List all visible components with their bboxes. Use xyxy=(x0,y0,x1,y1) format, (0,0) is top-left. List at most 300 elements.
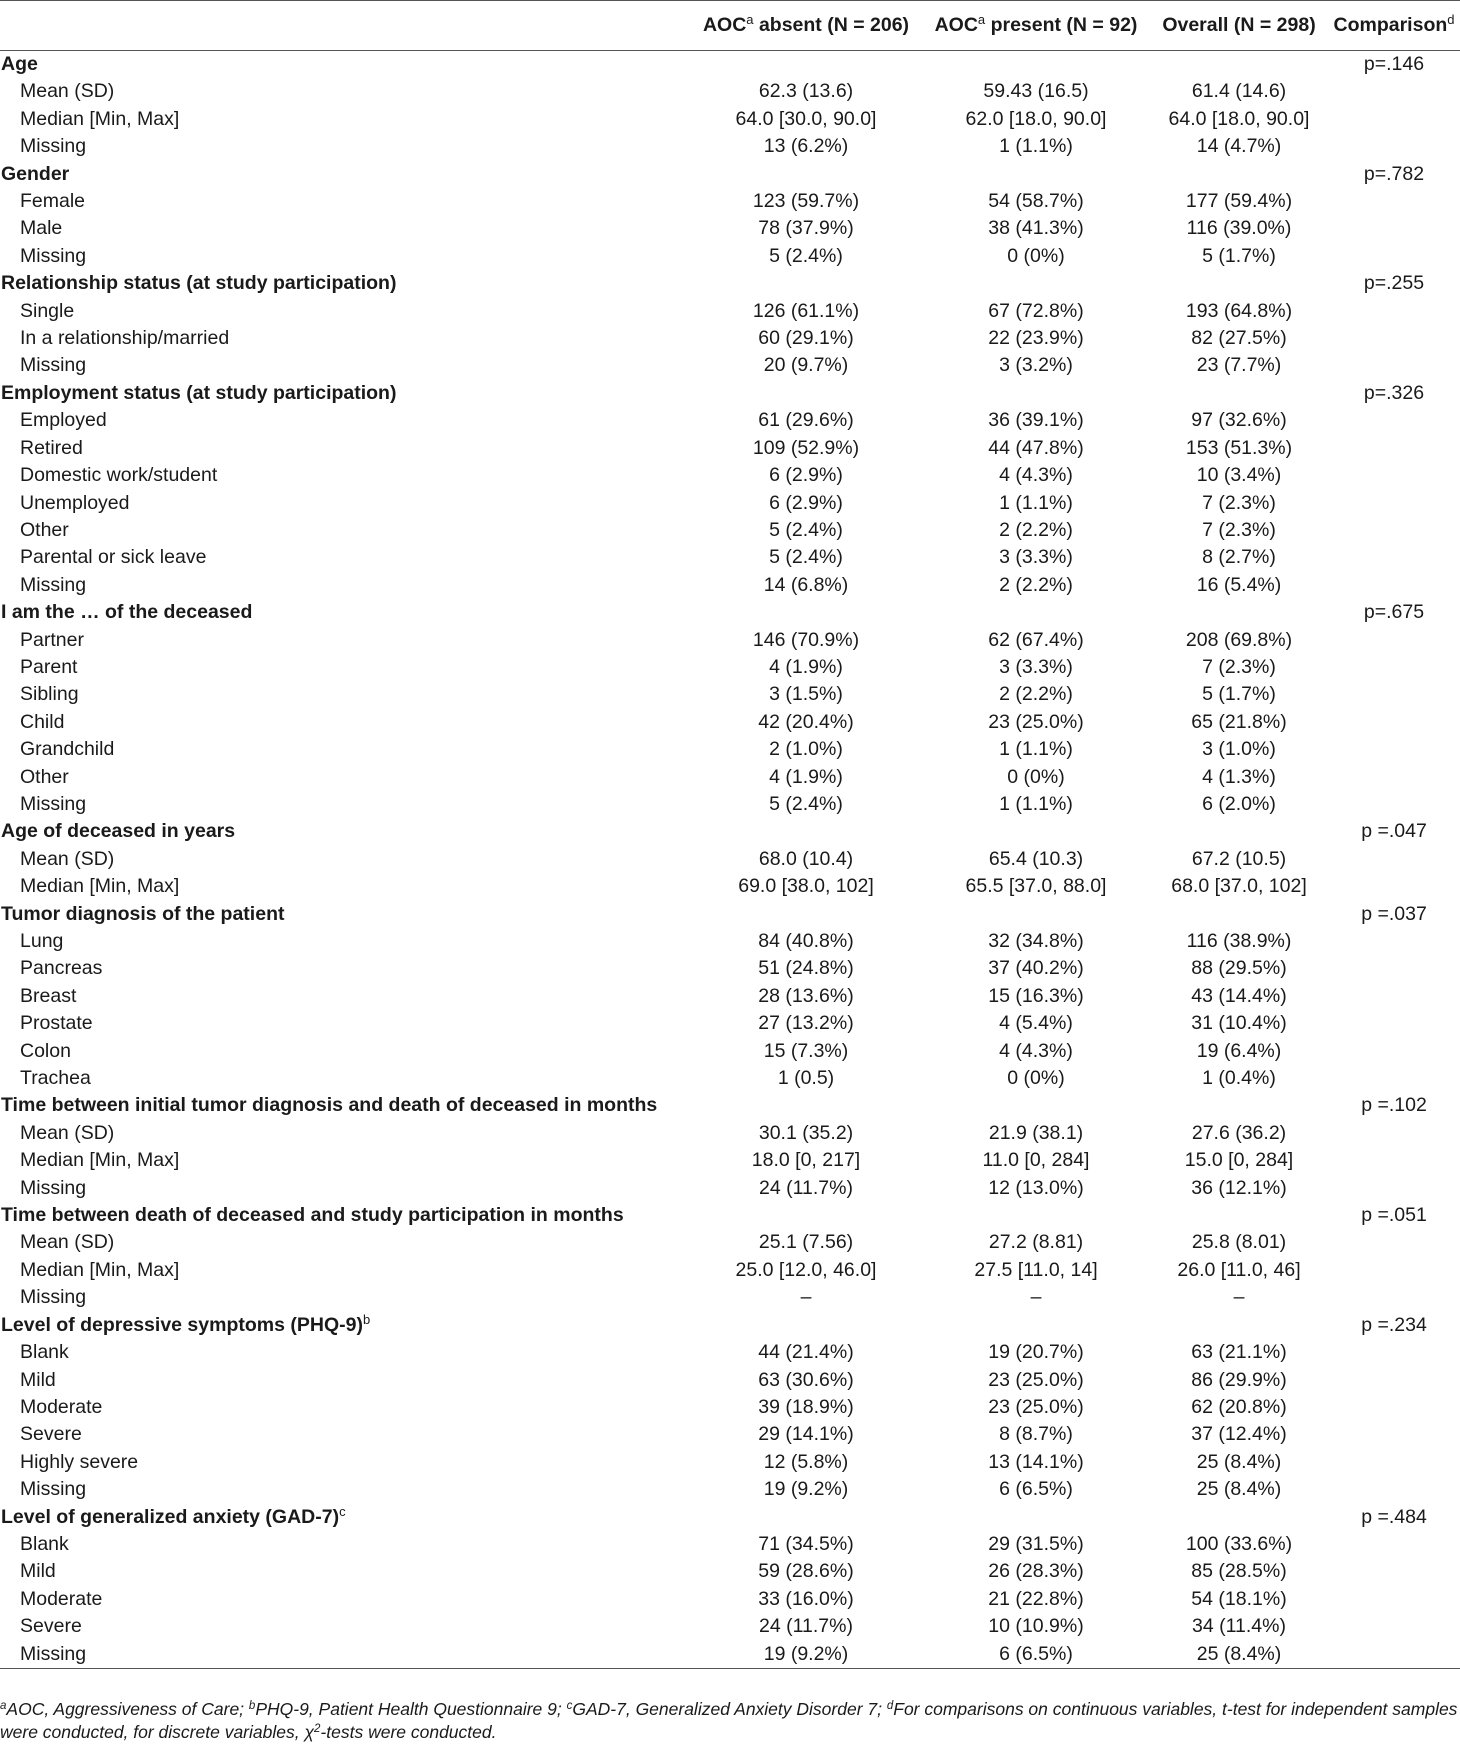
section-title: Gender xyxy=(1,162,70,185)
table-row xyxy=(0,846,1460,873)
comparison-cell xyxy=(1328,1586,1460,1613)
value-overall: 100 (33.6%) xyxy=(1185,1532,1293,1555)
section-title: Level of depressive symptoms (PHQ-9) xyxy=(1,1313,363,1336)
p-value: p=.675 xyxy=(1363,601,1425,624)
comparison-cell xyxy=(1328,572,1460,599)
section-header-row xyxy=(0,1202,1460,1229)
value-aoc-absent: 1 (0.5) xyxy=(777,1067,835,1090)
value-aoc-absent: 62.3 (13.6) xyxy=(758,80,854,103)
value-aoc-absent: 61 (29.6%) xyxy=(758,409,854,432)
value-overall: 8 (2.7%) xyxy=(1202,546,1276,569)
value-aoc-absent: 27 (13.2%) xyxy=(758,1012,854,1035)
section-title-cell xyxy=(0,901,1328,928)
section-header-row xyxy=(0,818,1460,845)
row-label: Domestic work/student xyxy=(20,464,218,487)
table-row xyxy=(0,352,1460,379)
value-overall: 23 (7.7%) xyxy=(1196,354,1282,377)
table-row xyxy=(0,791,1460,818)
value-aoc-absent: 3 (1.5%) xyxy=(769,683,843,706)
value-aoc-present: 54 (58.7%) xyxy=(988,190,1084,213)
value-aoc-present: 3 (3.3%) xyxy=(999,655,1073,678)
value-aoc-present: 23 (25.0%) xyxy=(988,1395,1084,1418)
value-aoc-absent: 69.0 [38.0, 102] xyxy=(738,875,874,898)
section-title: Level of generalized anxiety (GAD-7) xyxy=(1,1505,340,1528)
table-row xyxy=(0,1120,1460,1147)
comparison-cell xyxy=(1328,1120,1460,1147)
row-label: Missing xyxy=(20,573,87,596)
row-label: Missing xyxy=(20,1286,87,1309)
section-title-cell xyxy=(0,818,1328,845)
comparison-cell xyxy=(1328,517,1460,544)
table-body xyxy=(0,51,1460,1669)
value-aoc-present: 13 (14.1%) xyxy=(988,1450,1084,1473)
value-overall: 82 (27.5%) xyxy=(1191,327,1287,350)
section-header-row xyxy=(0,270,1460,297)
section-header-row xyxy=(0,1092,1460,1119)
row-label: Missing xyxy=(20,1176,87,1199)
value-overall: 43 (14.4%) xyxy=(1191,984,1287,1007)
value-aoc-absent: 84 (40.8%) xyxy=(758,930,854,952)
comparison-cell xyxy=(1328,873,1460,900)
table-row xyxy=(0,1558,1460,1585)
value-aoc-absent: 63 (30.6%) xyxy=(758,1368,854,1391)
footnote-text: PHQ-9, Patient Health Questionnaire 9; xyxy=(255,1699,567,1719)
footnote-mark: c xyxy=(566,1700,573,1712)
column-header-footnote-mark: d xyxy=(1447,11,1455,27)
value-aoc-absent: 18.0 [0, 217] xyxy=(751,1149,861,1172)
value-overall: 7 (2.3%) xyxy=(1202,655,1276,678)
table-row xyxy=(0,627,1460,654)
table-row xyxy=(0,764,1460,791)
table-row xyxy=(0,1229,1460,1256)
section-title-cell xyxy=(0,1312,1328,1339)
value-aoc-present: 32 (34.8%) xyxy=(988,930,1084,952)
value-aoc-present: 12 (13.0%) xyxy=(988,1176,1084,1199)
comparison-cell xyxy=(1328,1284,1460,1311)
comparison-cell xyxy=(1328,1531,1460,1558)
comparison-cell xyxy=(1328,654,1460,681)
section-title-cell xyxy=(0,1092,1328,1119)
section-title: Tumor diagnosis of the patient xyxy=(1,902,285,925)
value-overall: 7 (2.3%) xyxy=(1202,518,1276,541)
value-aoc-absent: 78 (37.9%) xyxy=(758,217,854,240)
comparison-cell xyxy=(1328,1558,1460,1585)
comparison-cell xyxy=(1328,490,1460,517)
p-value: p =.102 xyxy=(1361,1094,1427,1117)
table-row xyxy=(0,1641,1460,1669)
value-aoc-absent: 42 (20.4%) xyxy=(758,710,854,733)
comparison-cell xyxy=(1328,78,1460,105)
section-header-row xyxy=(0,51,1460,79)
comparison-cell xyxy=(1328,544,1460,571)
comparison-cell xyxy=(1328,764,1460,791)
table-row xyxy=(0,1421,1460,1448)
section-title-cell xyxy=(0,599,1328,626)
comparison-cell xyxy=(1328,1147,1460,1174)
value-aoc-absent: 30.1 (35.2) xyxy=(758,1121,854,1144)
column-header-footnote-mark: a xyxy=(746,11,754,27)
comparison-cell xyxy=(1328,243,1460,270)
value-aoc-absent: 12 (5.8%) xyxy=(763,1450,849,1473)
table-row xyxy=(0,544,1460,571)
value-aoc-absent: 71 (34.5%) xyxy=(758,1532,854,1555)
comparison-cell xyxy=(1328,983,1460,1010)
p-value: p =.484 xyxy=(1361,1505,1427,1528)
table-row xyxy=(0,106,1460,133)
value-aoc-absent: 2 (1.0%) xyxy=(769,738,843,761)
table-row xyxy=(0,1449,1460,1476)
value-overall: 5 (1.7%) xyxy=(1202,244,1276,267)
value-aoc-present: 4 (4.3%) xyxy=(999,464,1073,487)
p-value: p =.234 xyxy=(1361,1313,1427,1336)
value-aoc-present: 19 (20.7%) xyxy=(988,1341,1084,1364)
value-aoc-present: 36 (39.1%) xyxy=(988,409,1084,432)
row-label: Employed xyxy=(20,409,107,432)
value-aoc-present: 2 (2.2%) xyxy=(999,573,1073,596)
comparison-cell xyxy=(1328,736,1460,763)
column-header-0 xyxy=(0,1,690,51)
value-overall: 36 (12.1%) xyxy=(1191,1176,1287,1199)
comparison-cell xyxy=(1328,1613,1460,1640)
comparison-cell xyxy=(1328,1394,1460,1421)
value-aoc-absent: – xyxy=(800,1286,812,1309)
value-overall: 116 (38.9%) xyxy=(1186,930,1292,952)
value-overall: 19 (6.4%) xyxy=(1196,1039,1282,1062)
footnote-mark: d xyxy=(886,1700,894,1712)
table-row xyxy=(0,1531,1460,1558)
value-overall: 177 (59.4%) xyxy=(1185,190,1293,213)
comparison-cell xyxy=(1328,106,1460,133)
value-aoc-present: 2 (2.2%) xyxy=(999,518,1073,541)
row-label: In a relationship/married xyxy=(20,327,230,350)
value-aoc-present: – xyxy=(1030,1286,1042,1309)
row-label: Missing xyxy=(20,244,87,267)
column-header-suffix: absent (N = 206) xyxy=(753,13,910,36)
table-row xyxy=(0,654,1460,681)
value-aoc-present: 1 (1.1%) xyxy=(999,491,1073,514)
value-overall: 34 (11.4%) xyxy=(1192,1615,1286,1638)
comparison-cell xyxy=(1328,846,1460,873)
value-overall: 85 (28.5%) xyxy=(1191,1560,1287,1583)
row-label: Mean (SD) xyxy=(20,847,115,870)
value-aoc-absent: 44 (21.4%) xyxy=(758,1341,854,1364)
value-aoc-present: 1 (1.1%) xyxy=(999,738,1073,761)
value-overall: 5 (1.7%) xyxy=(1202,683,1276,706)
section-title-cell xyxy=(0,270,1328,297)
value-aoc-absent: 25.0 [12.0, 46.0] xyxy=(735,1258,877,1281)
value-aoc-present: 27.2 (8.81) xyxy=(988,1231,1084,1254)
comparison-cell xyxy=(1328,133,1460,160)
value-aoc-present: 11.0 [0, 284] xyxy=(982,1149,1090,1172)
value-overall: 10 (3.4%) xyxy=(1196,464,1282,487)
footnote-mark: a xyxy=(0,1700,7,1712)
section-title: Time between initial tumor diagnosis and death of deceased in months xyxy=(1,1094,658,1117)
value-aoc-absent: 60 (29.1%) xyxy=(758,327,854,350)
table-row xyxy=(0,873,1460,900)
row-label: Pancreas xyxy=(20,957,103,980)
row-label: Male xyxy=(20,217,63,240)
table-row xyxy=(0,1257,1460,1284)
row-label: Moderate xyxy=(20,1587,103,1610)
row-label: Retired xyxy=(20,436,83,459)
value-overall: 14 (4.7%) xyxy=(1196,135,1282,158)
row-label: Lung xyxy=(20,930,64,952)
section-header-row xyxy=(0,1504,1460,1531)
value-overall: 1 (0.4%) xyxy=(1202,1067,1276,1090)
value-aoc-present: 15 (16.3%) xyxy=(988,984,1084,1007)
section-header-row xyxy=(0,161,1460,188)
value-aoc-present: 23 (25.0%) xyxy=(988,1368,1084,1391)
p-value: p =.047 xyxy=(1361,820,1427,843)
table-row xyxy=(0,435,1460,462)
comparison-cell xyxy=(1328,1641,1460,1669)
row-label: Blank xyxy=(20,1532,69,1555)
row-label: Missing xyxy=(20,354,87,377)
comparison-cell xyxy=(1328,681,1460,708)
row-label: Grandchild xyxy=(20,738,115,761)
comparison-cell xyxy=(1328,709,1460,736)
row-label: Missing xyxy=(20,792,87,815)
value-aoc-absent: 20 (9.7%) xyxy=(763,354,849,377)
comparison-cell xyxy=(1328,1257,1460,1284)
row-label: Other xyxy=(20,765,69,788)
column-header-label: AOC xyxy=(934,13,978,36)
section-header-row xyxy=(0,380,1460,407)
value-aoc-present: 37 (40.2%) xyxy=(988,957,1084,980)
value-aoc-present: 27.5 [11.0, 14] xyxy=(974,1258,1098,1281)
value-aoc-absent: 59 (28.6%) xyxy=(758,1560,854,1583)
value-aoc-present: 38 (41.3%) xyxy=(988,217,1084,240)
value-aoc-absent: 39 (18.9%) xyxy=(758,1395,854,1418)
row-label: Missing xyxy=(0,1641,690,1669)
value-aoc-present: 21 (22.8%) xyxy=(988,1587,1084,1610)
value-overall: 4 (1.3%) xyxy=(1202,765,1276,788)
value-aoc-present: 8 (8.7%) xyxy=(999,1423,1073,1446)
section-title-cell xyxy=(0,161,1328,188)
comparison-cell xyxy=(1328,352,1460,379)
value-overall: 31 (10.4%) xyxy=(1191,1012,1287,1035)
value-overall: 62 (20.8%) xyxy=(1191,1395,1287,1418)
row-label: Missing xyxy=(20,1478,87,1501)
value-aoc-absent: 24 (11.7%) xyxy=(759,1176,853,1199)
row-label: Median [Min, Max] xyxy=(20,875,180,898)
table-row xyxy=(0,407,1460,434)
row-label: Female xyxy=(20,190,86,213)
row-label: Sibling xyxy=(20,683,79,706)
value-overall: – xyxy=(1233,1286,1245,1309)
value-aoc-absent: 5 (2.4%) xyxy=(769,244,843,267)
p-value: p=.146 xyxy=(1363,53,1425,75)
row-label: Unemployed xyxy=(20,491,130,514)
table-row xyxy=(0,983,1460,1010)
row-label: Severe xyxy=(20,1615,82,1638)
value-overall: 193 (64.8%) xyxy=(1185,299,1293,322)
table-row xyxy=(0,928,1460,955)
row-label: Mild xyxy=(20,1560,56,1583)
table-row xyxy=(0,517,1460,544)
section-title: Relationship status (at study participation) xyxy=(1,272,397,295)
value-aoc-absent: 4 (1.9%) xyxy=(769,765,843,788)
row-label: Parent xyxy=(20,655,78,678)
value-aoc-present: 1 (1.1%) xyxy=(999,135,1073,158)
column-header-label: Comparison xyxy=(1333,13,1448,36)
column-header-footnote-mark: a xyxy=(977,11,986,27)
table-row xyxy=(0,681,1460,708)
value-overall: 97 (32.6%) xyxy=(1191,409,1287,432)
value-aoc-absent: 13 (6.2%) xyxy=(763,135,849,158)
value-overall: 3 (1.0%) xyxy=(1202,738,1276,761)
table-row xyxy=(0,1339,1460,1366)
value-aoc-absent: 29 (14.1%) xyxy=(758,1423,854,1446)
row-label: Mean (SD) xyxy=(20,1121,115,1144)
section-header-row xyxy=(0,901,1460,928)
value-aoc-present: 62 (67.4%) xyxy=(988,628,1084,651)
value-overall: 25 (8.4%) xyxy=(1196,1478,1282,1501)
footnote-mark: b xyxy=(248,1700,256,1712)
section-title-cell xyxy=(0,51,1328,79)
table-row xyxy=(0,1038,1460,1065)
footnote-mark: 2 xyxy=(314,1723,321,1735)
value-aoc-absent: 68.0 (10.4) xyxy=(758,847,854,870)
value-overall: 153 (51.3%) xyxy=(1185,436,1293,459)
comparison-cell xyxy=(1328,791,1460,818)
value-aoc-absent: 126 (61.1%) xyxy=(752,299,860,322)
column-header-4 xyxy=(1328,1,1460,51)
column-header-label: Overall (N = 298) xyxy=(1162,13,1316,36)
column-header-2 xyxy=(922,1,1150,51)
value-overall: 208 (69.8%) xyxy=(1185,628,1293,651)
value-aoc-absent: 19 (9.2%) xyxy=(690,1641,922,1669)
value-aoc-absent: 6 (2.9%) xyxy=(769,491,843,514)
value-aoc-absent: 5 (2.4%) xyxy=(769,546,843,569)
comparison-cell xyxy=(1328,462,1460,489)
row-label: Single xyxy=(20,299,75,322)
value-overall: 25.8 (8.01) xyxy=(1191,1231,1287,1254)
section-header-row xyxy=(0,1312,1460,1339)
comparison-cell xyxy=(1328,407,1460,434)
value-overall: 61.4 (14.6) xyxy=(1191,80,1287,103)
row-label: Other xyxy=(20,518,69,541)
value-aoc-absent: 24 (11.7%) xyxy=(759,1615,853,1638)
value-overall: 67.2 (10.5) xyxy=(1191,847,1287,870)
value-aoc-absent: 15 (7.3%) xyxy=(763,1039,849,1062)
comparison-cell xyxy=(1328,1038,1460,1065)
value-aoc-absent: 146 (70.9%) xyxy=(752,628,860,651)
section-title-cell xyxy=(0,380,1328,407)
table-row xyxy=(0,490,1460,517)
comparison-cell xyxy=(1328,1421,1460,1448)
value-aoc-present: 21.9 (38.1) xyxy=(988,1121,1084,1144)
column-header-1 xyxy=(690,1,922,51)
value-overall: 26.0 [11.0, 46] xyxy=(1177,1258,1301,1281)
row-label: Missing xyxy=(20,135,87,158)
value-overall: 27.6 (36.2) xyxy=(1191,1121,1287,1144)
column-header-suffix: present (N = 92) xyxy=(985,13,1138,36)
value-aoc-present: 2 (2.2%) xyxy=(999,683,1073,706)
value-overall: 86 (29.9%) xyxy=(1191,1368,1287,1391)
table-row xyxy=(0,736,1460,763)
table-row xyxy=(0,1065,1460,1092)
value-aoc-present: 6 (6.5%) xyxy=(922,1641,1150,1669)
value-overall: 68.0 [37.0, 102] xyxy=(1171,875,1307,898)
table-row xyxy=(0,133,1460,160)
value-aoc-present: 4 (4.3%) xyxy=(999,1039,1073,1062)
value-overall: 64.0 [18.0, 90.0] xyxy=(1168,107,1310,130)
section-footnote-mark: b xyxy=(362,1311,371,1327)
value-aoc-absent: 28 (13.6%) xyxy=(758,984,854,1007)
value-aoc-absent: 4 (1.9%) xyxy=(769,655,843,678)
footnote-text: AOC, Aggressiveness of Care; xyxy=(6,1699,249,1719)
row-label: Colon xyxy=(20,1039,71,1062)
table-row xyxy=(0,1175,1460,1202)
value-aoc-absent: 64.0 [30.0, 90.0] xyxy=(735,107,877,130)
table-row xyxy=(0,955,1460,982)
section-title: Time between death of deceased and study participation in months xyxy=(1,1204,624,1227)
value-aoc-absent: 14 (6.8%) xyxy=(763,573,849,596)
table-row xyxy=(0,1586,1460,1613)
row-label: Blank xyxy=(20,1341,69,1364)
row-label: Parental or sick leave xyxy=(20,546,207,569)
table-row xyxy=(0,188,1460,215)
value-aoc-absent: 5 (2.4%) xyxy=(769,792,843,815)
footnote-text: GAD-7, Generalized Anxiety Disorder 7; xyxy=(572,1699,887,1719)
value-aoc-absent: 109 (52.9%) xyxy=(752,436,860,459)
row-label: Median [Min, Max] xyxy=(20,107,180,130)
value-overall: 54 (18.1%) xyxy=(1191,1587,1287,1610)
table-row xyxy=(0,243,1460,270)
table-row xyxy=(0,1613,1460,1640)
row-label: Breast xyxy=(20,984,77,1007)
table-header xyxy=(0,1,1460,51)
value-overall: 25 (8.4%) xyxy=(1150,1641,1328,1669)
value-aoc-absent: 6 (2.9%) xyxy=(769,464,843,487)
table-row xyxy=(0,78,1460,105)
section-title-cell xyxy=(0,1504,1328,1531)
comparison-cell xyxy=(1328,435,1460,462)
comparison-cell xyxy=(1328,1339,1460,1366)
row-label: Median [Min, Max] xyxy=(20,1149,180,1172)
value-overall: 7 (2.3%) xyxy=(1202,491,1276,514)
value-aoc-present: 1 (1.1%) xyxy=(999,792,1073,815)
value-aoc-present: 10 (10.9%) xyxy=(988,1615,1084,1638)
table-row xyxy=(0,325,1460,352)
row-label: Median [Min, Max] xyxy=(20,1258,180,1281)
row-label: Mean (SD) xyxy=(20,80,115,103)
header-row xyxy=(0,1,1460,51)
comparison-cell xyxy=(1328,1476,1460,1503)
value-aoc-present: 6 (6.5%) xyxy=(999,1478,1073,1501)
footnote-text: -tests were conducted. xyxy=(320,1722,497,1742)
section-title: Age of deceased in years xyxy=(1,820,236,843)
value-aoc-present: 59.43 (16.5) xyxy=(983,80,1089,103)
value-aoc-absent: 51 (24.8%) xyxy=(758,957,854,980)
value-overall: 6 (2.0%) xyxy=(1202,792,1276,815)
table-row xyxy=(0,572,1460,599)
comparison-cell xyxy=(1328,1065,1460,1092)
p-value: p=.326 xyxy=(1363,381,1425,404)
comparison-cell xyxy=(1328,298,1460,325)
value-aoc-present: 23 (25.0%) xyxy=(988,710,1084,733)
row-label: Prostate xyxy=(20,1012,93,1035)
table-row xyxy=(0,1394,1460,1421)
value-aoc-absent: 25.1 (7.56) xyxy=(758,1231,854,1254)
value-aoc-present: 65.5 [37.0, 88.0] xyxy=(965,875,1107,898)
table-row xyxy=(0,709,1460,736)
value-overall: 65 (21.8%) xyxy=(1191,710,1287,733)
value-aoc-present: 62.0 [18.0, 90.0] xyxy=(965,107,1107,130)
value-overall: 25 (8.4%) xyxy=(1196,1450,1282,1473)
value-overall: 63 (21.1%) xyxy=(1191,1341,1287,1364)
